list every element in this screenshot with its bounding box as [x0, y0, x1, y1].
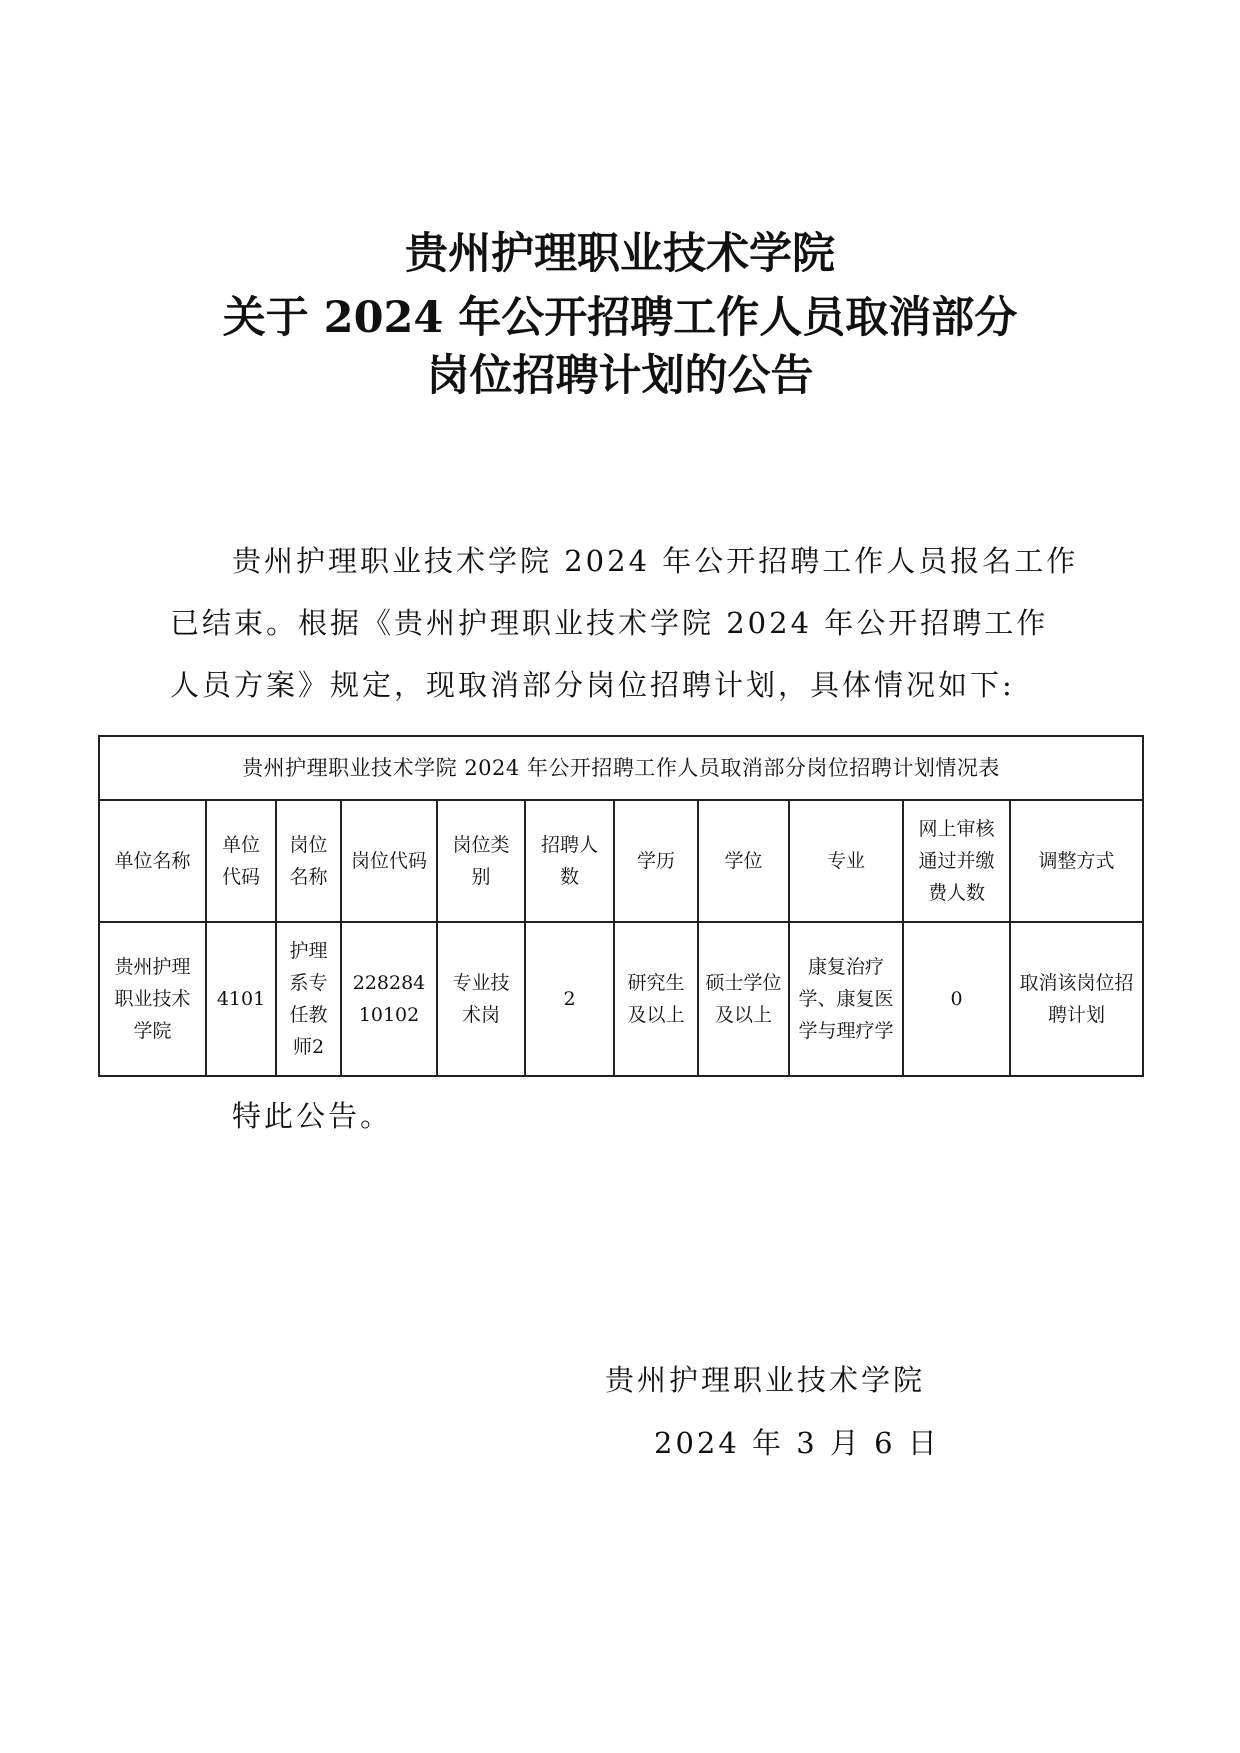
- cell-paid-applicants: 0: [903, 922, 1010, 1076]
- cell-post-name: 护理系专任教师2: [276, 922, 341, 1076]
- header-adjustment: 调整方式: [1010, 800, 1143, 922]
- cell-education: 研究生及以上: [614, 922, 698, 1076]
- closing-text: 特此公告。: [232, 1099, 393, 1133]
- document-title-line-3: 岗位招聘计划的公告: [426, 351, 814, 401]
- table-row: [99, 922, 1143, 1076]
- header-major: 专业: [789, 800, 903, 922]
- cancellation-table: [98, 735, 1144, 1077]
- header-post-category: 岗位类别: [437, 800, 525, 922]
- cell-post-category: 专业技术岗: [437, 922, 525, 1076]
- cell-major: 康复治疗学、康复医学与理疗学: [789, 922, 903, 1076]
- header-post-code: 岗位代码: [341, 800, 437, 922]
- cell-unit-code: 4101: [206, 922, 276, 1076]
- header-post-name: 岗位名称: [276, 800, 341, 922]
- cell-post-code: 22828410102: [341, 922, 437, 1076]
- signature-date: 2024 年 3 月 6 日: [654, 1426, 940, 1460]
- header-education: 学历: [614, 800, 698, 922]
- header-degree: 学位: [698, 800, 789, 922]
- cell-degree: 硕士学位及以上: [698, 922, 789, 1076]
- header-paid-applicants: 网上审核通过并缴费人数: [903, 800, 1010, 922]
- document-title-line-2: 关于 2024 年公开招聘工作人员取消部分: [222, 293, 1018, 343]
- signature-org: 贵州护理职业技术学院: [605, 1363, 926, 1397]
- cell-adjustment: 取消该岗位招聘计划: [1010, 922, 1143, 1076]
- table-caption: 贵州护理职业技术学院 2024 年公开招聘工作人员取消部分岗位招聘计划情况表: [99, 736, 1143, 800]
- cell-unit-name: 贵州护理职业技术学院: [99, 922, 206, 1076]
- header-recruit-count: 招聘人数: [525, 800, 614, 922]
- table-header-row: [99, 800, 1143, 922]
- header-unit-code: 单位代码: [206, 800, 276, 922]
- cell-recruit-count: 2: [525, 922, 614, 1076]
- intro-paragraph: 贵州护理职业技术学院 2024 年公开招聘工作人员报名工作已结束。根据《贵州护理职业技术学院 2024 年公开招聘工作人员方案》规定，现取消部分岗位招聘计划，具体情况如下:: [170, 544, 1079, 702]
- document-title-line-1: 贵州护理职业技术学院: [405, 229, 835, 279]
- header-unit-name: 单位名称: [99, 800, 206, 922]
